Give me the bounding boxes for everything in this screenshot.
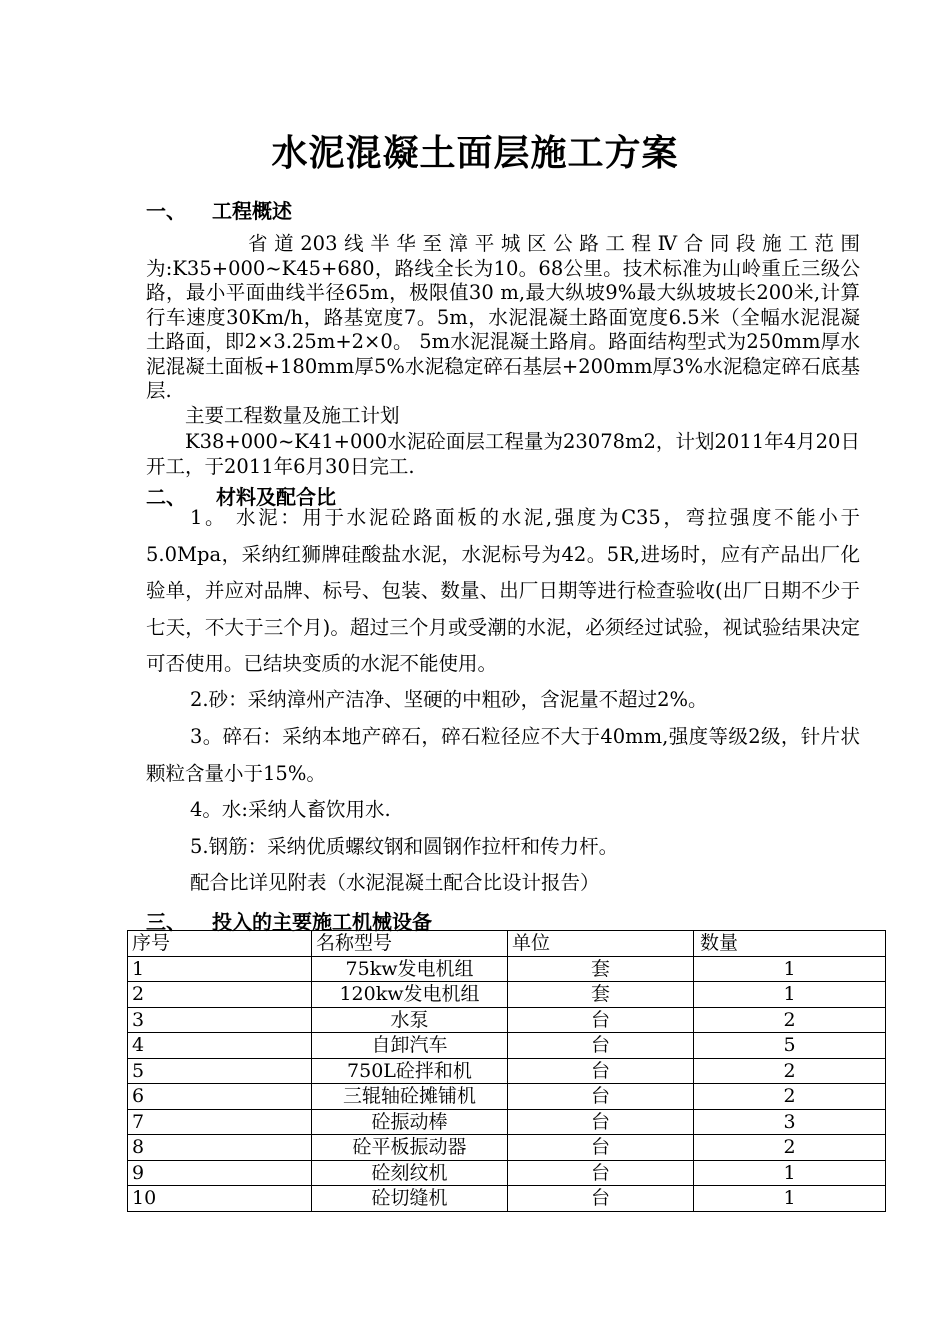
cell-index: 3 bbox=[128, 1007, 312, 1033]
mix-ratio-note: 配合比详见附表（水泥混凝土配合比设计报告） bbox=[190, 871, 600, 894]
section-1-number: 一、 bbox=[146, 199, 186, 223]
page-title: 水泥混凝土面层施工方案 bbox=[271, 133, 679, 174]
cell-name: 水泵 bbox=[312, 1007, 508, 1033]
cell-index: 5 bbox=[128, 1058, 312, 1084]
section-3-title: 投入的主要施工机械设备 bbox=[212, 910, 432, 934]
section-1-overview-paragraph: 省道203线半华至漳平城区公路工程Ⅳ合同段施工范围为:K35+000~K45+680，路线全长为10。68公里。技术标准为山岭重丘三级公路，最小平面曲线半径65m，极限值30 m,最大纵坡9%最大纵坡坡长200米,计算行车速度30Km/h，路基宽度7。5m，水泥混凝土路面宽度6.5米（全幅水泥混凝土路面，即2×3.25m+2×0。 5m水泥混凝土路肩。路面结构型式为250mm厚水泥混凝土面板+180mm厚5%水泥稳定碎石基层+200mm厚3%水泥稳定碎石底基层. bbox=[146, 232, 860, 402]
cell-quantity: 2 bbox=[694, 1084, 886, 1110]
cell-unit: 台 bbox=[508, 1135, 694, 1161]
cell-unit: 套 bbox=[508, 982, 694, 1008]
table-row bbox=[128, 1135, 886, 1161]
table-row bbox=[128, 1007, 886, 1033]
table-row bbox=[128, 1109, 886, 1135]
cell-index: 4 bbox=[128, 1033, 312, 1059]
cell-unit: 台 bbox=[508, 1033, 694, 1059]
cell-unit: 台 bbox=[508, 1084, 694, 1110]
equipment-table bbox=[127, 930, 886, 1212]
cell-index: 7 bbox=[128, 1109, 312, 1135]
table-row bbox=[128, 1058, 886, 1084]
cell-index: 2 bbox=[128, 982, 312, 1008]
cell-index: 8 bbox=[128, 1135, 312, 1161]
cell-quantity: 2 bbox=[694, 1007, 886, 1033]
section-1-plan-paragraph: K38+000~K41+000水泥砼面层工程量为23078m2，计划2011年4月20日开工，于2011年6月30日完工. bbox=[146, 430, 860, 478]
section-2-number: 二、 bbox=[146, 485, 186, 509]
table-row bbox=[128, 982, 886, 1008]
cell-name: 砼振动棒 bbox=[312, 1109, 508, 1135]
cell-unit: 台 bbox=[508, 1160, 694, 1186]
section-1-title: 工程概述 bbox=[212, 199, 292, 223]
material-sand-paragraph: 2.砂：采纳漳州产洁净、坚硬的中粗砂，含泥量不超过2%。 bbox=[190, 688, 708, 711]
cell-unit: 台 bbox=[508, 1186, 694, 1212]
header-cell-unit: 单位 bbox=[508, 931, 694, 957]
section-2-title: 材料及配合比 bbox=[216, 485, 336, 509]
section-1-plan-heading: 主要工程数量及施工计划 bbox=[185, 404, 400, 427]
cell-unit: 套 bbox=[508, 956, 694, 982]
cell-quantity: 5 bbox=[694, 1033, 886, 1059]
header-cell-quantity: 数量 bbox=[694, 931, 886, 957]
cell-quantity: 1 bbox=[694, 982, 886, 1008]
table-row bbox=[128, 956, 886, 982]
cell-unit: 台 bbox=[508, 1109, 694, 1135]
cell-name: 砼平板振动器 bbox=[312, 1135, 508, 1161]
cell-quantity: 2 bbox=[694, 1135, 886, 1161]
header-cell-name: 名称型号 bbox=[312, 931, 508, 957]
cell-index: 9 bbox=[128, 1160, 312, 1186]
cell-name: 750L砼拌和机 bbox=[312, 1058, 508, 1084]
table-row bbox=[128, 1160, 886, 1186]
cell-quantity: 3 bbox=[694, 1109, 886, 1135]
table-row bbox=[128, 1186, 886, 1212]
cell-name: 120kw发电机组 bbox=[312, 982, 508, 1008]
cell-name: 自卸汽车 bbox=[312, 1033, 508, 1059]
cell-index: 6 bbox=[128, 1084, 312, 1110]
section-3-number: 三、 bbox=[146, 910, 186, 934]
cell-unit: 台 bbox=[508, 1007, 694, 1033]
material-cement-paragraph: 1。 水泥：用于水泥砼路面板的水泥,强度为C35，弯拉强度不能小于5.0Mpa，采纳红狮牌硅酸盐水泥，水泥标号为42。5R,进场时，应有产品出厂化验单，并应对品牌、标号、包装、数量、出厂日期等进行检查验收(出厂日期不少于七天，不大于三个月)。超过三个月或受潮的水泥，必须经过试验，视试验结果决定可否使用。已结块变质的水泥不能使用。 bbox=[146, 506, 860, 675]
cell-name: 三辊轴砼摊铺机 bbox=[312, 1084, 508, 1110]
material-rebar-paragraph: 5.钢筋：采纳优质螺纹钢和圆钢作拉杆和传力杆。 bbox=[190, 835, 619, 858]
cell-quantity: 1 bbox=[694, 956, 886, 982]
table-row bbox=[128, 1033, 886, 1059]
cell-quantity: 1 bbox=[694, 1160, 886, 1186]
cell-quantity: 1 bbox=[694, 1186, 886, 1212]
cell-index: 1 bbox=[128, 956, 312, 982]
table-row bbox=[128, 1084, 886, 1110]
section-1-heading bbox=[146, 195, 292, 224]
cell-index: 10 bbox=[128, 1186, 312, 1212]
material-gravel-paragraph: 3。碎石：采纳本地产碎石，碎石粒径应不大于40mm,强度等级2级，针片状颗粒含量小于15%。 bbox=[146, 725, 860, 785]
table-header-row bbox=[128, 931, 886, 957]
cell-quantity: 2 bbox=[694, 1058, 886, 1084]
cell-name: 75kw发电机组 bbox=[312, 956, 508, 982]
cell-name: 砼切缝机 bbox=[312, 1186, 508, 1212]
header-cell-index: 序号 bbox=[128, 931, 312, 957]
material-water-paragraph: 4。水:采纳人畜饮用水. bbox=[190, 798, 391, 821]
cell-name: 砼刻纹机 bbox=[312, 1160, 508, 1186]
cell-unit: 台 bbox=[508, 1058, 694, 1084]
